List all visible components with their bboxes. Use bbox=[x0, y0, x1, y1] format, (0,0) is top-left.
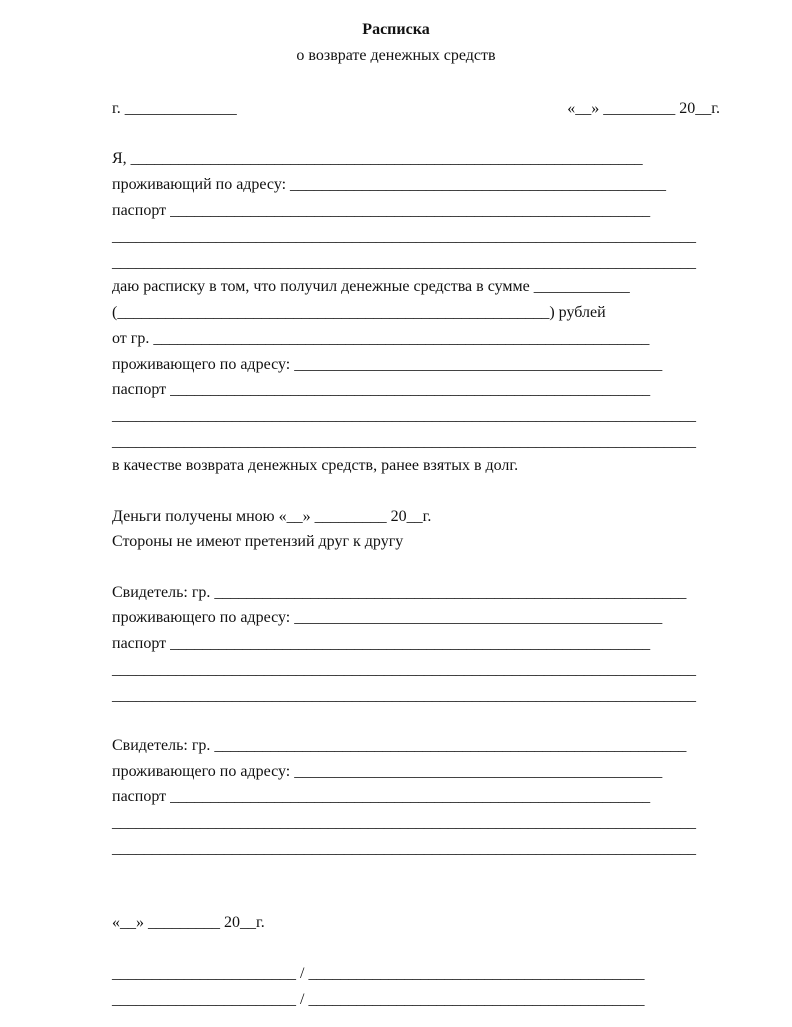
receiver-passport-line: паспорт ____________________________________________________________ bbox=[112, 202, 651, 219]
receiver-blank-line-2: _________________________________________________________________________ bbox=[112, 254, 696, 271]
document-title: Расписка bbox=[362, 21, 430, 38]
witness-2-passport-line: паспорт ____________________________________________________________ bbox=[112, 788, 651, 805]
no-claims-line: Стороны не имеют претензий друг к другу bbox=[112, 533, 404, 550]
from-line: от гр. ______________________________________________________________ bbox=[112, 330, 650, 347]
witness-1-name-line: Свидетель: гр. ___________________________________________________________ bbox=[112, 584, 687, 601]
received-date-line: Деньги получены мною «__» _________ 20__г. bbox=[112, 508, 432, 525]
witness-2-blank-line-2: _________________________________________________________________________ bbox=[112, 840, 696, 857]
purpose-line: в качестве возврата денежных средств, ранее взятых в долг. bbox=[112, 457, 519, 474]
giver-address-line: проживающего по адресу: ______________________________________________ bbox=[112, 356, 663, 373]
document-subtitle: о возврате денежных средств bbox=[296, 47, 496, 64]
witness-1-blank-line-1: _________________________________________________________________________ bbox=[112, 661, 696, 678]
witness-1-blank-line-2: _________________________________________________________________________ bbox=[112, 687, 696, 704]
witness-1-passport-line: паспорт ____________________________________________________________ bbox=[112, 635, 651, 652]
giver-passport-line: паспорт ____________________________________________________________ bbox=[112, 381, 651, 398]
receiver-blank-line-1: _________________________________________________________________________ bbox=[112, 228, 696, 245]
witness-2-blank-line-1: _________________________________________________________________________ bbox=[112, 814, 696, 831]
witness-2-address-line: проживающего по адресу: ______________________________________________ bbox=[112, 763, 663, 780]
giver-blank-line-2: _________________________________________________________________________ bbox=[112, 433, 696, 450]
giver-blank-line-1: _________________________________________________________________________ bbox=[112, 407, 696, 424]
city-line: г. ______________ bbox=[112, 100, 237, 117]
signature-line-2: _______________________ / __________________________________________ bbox=[112, 991, 645, 1008]
date-line: «__» _________ 20__г. bbox=[567, 100, 720, 117]
receiver-name-line: Я, ________________________________________________________________ bbox=[112, 150, 643, 167]
amount-words-line: (______________________________________________________) рублей bbox=[112, 304, 606, 321]
receiver-address-line: проживающий по адресу: _______________________________________________ bbox=[112, 176, 667, 193]
witness-1-address-line: проживающего по адресу: ______________________________________________ bbox=[112, 609, 663, 626]
witness-2-name-line: Свидетель: гр. ___________________________________________________________ bbox=[112, 737, 687, 754]
sign-date-line: «__» _________ 20__г. bbox=[112, 914, 265, 931]
signature-line-1: _______________________ / __________________________________________ bbox=[112, 965, 645, 982]
statement-line: даю расписку в том, что получил денежные средства в сумме ____________ bbox=[112, 278, 630, 295]
